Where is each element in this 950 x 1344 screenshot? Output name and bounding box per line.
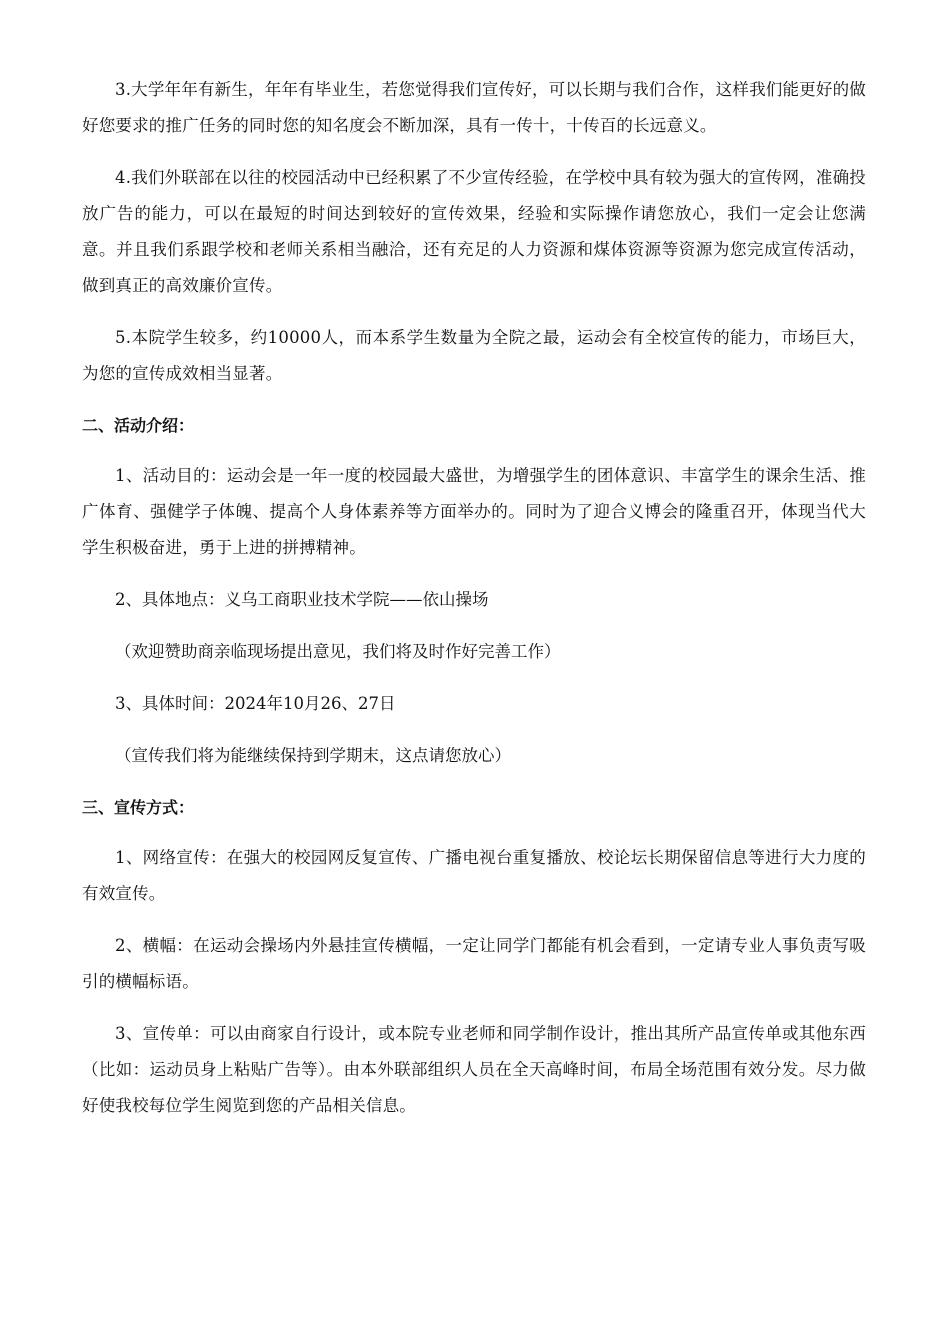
promotion-online: 1、网络宣传：在强大的校园网反复宣传、广播电视台重复播放、校论坛长期保留信息等进行大力度的有效宣传。 <box>82 848 866 903</box>
activity-location-note: （欢迎赞助商亲临现场提出意见，我们将及时作好完善工作） <box>115 642 561 661</box>
paragraph-point-4: 4.我们外联部在以往的校园活动中已经积累了不少宣传经验，在学校中具有较为强大的宣传网，准确投放广告的能力，可以在最短的时间达到较好的宣传效果，经验和实际操作请您放心，我们一定会让您满意。并且我们系跟学校和老师关系相当融洽，还有充足的人力资源和煤体资源等资源为您完成宣传活动，做到真正的高效廉价宣传。 <box>82 168 866 295</box>
promotion-flyer: 3、宣传单：可以由商家自行设计，或本院专业老师和同学制作设计，推出其所产品宣传单或其他东西（比如：运动员身上粘贴广告等）。由本外联部组织人员在全天高峰时间，布局全场范围有效分发。尽力做好使我校每位学生阅览到您的产品相关信息。 <box>82 1024 866 1115</box>
document-page <box>82 72 866 1140</box>
section-heading-promotion: 三、宣传方式： <box>82 798 195 817</box>
activity-time: 3、具体时间：2024年10月26、27日 <box>115 694 396 713</box>
section-heading-activity: 二、活动介绍： <box>82 416 195 435</box>
activity-location: 2、具体地点：义乌工商职业技术学院——依山操场 <box>115 590 489 609</box>
paragraph-point-3: 3.大学年年有新生，年年有毕业生，若您觉得我们宣传好，可以长期与我们合作，这样我们能更好的做好您要求的推广任务的同时您的知名度会不断加深，具有一传十，十传百的长远意义。 <box>82 80 866 135</box>
activity-time-note: （宣传我们将为能继续保持到学期末，这点请您放心） <box>115 746 511 765</box>
paragraph-point-5: 5.本院学生较多，约10000人，而本系学生数量为全院之最，运动会有全校宣传的能力，市场巨大，为您的宣传成效相当显著。 <box>82 328 866 383</box>
activity-purpose: 1、活动目的：运动会是一年一度的校园最大盛世，为增强学生的团体意识、丰富学生的课余生活、推广体育、强健学子体魄、提高个人身体素养等方面举办的。同时为了迎合义博会的隆重召开，体现当代大学生积极奋进，勇于上进的拼搏精神。 <box>82 466 866 557</box>
promotion-banner: 2、横幅：在运动会操场内外悬挂宣传横幅，一定让同学门都能有机会看到，一定请专业人事负责写吸引的横幅标语。 <box>82 936 866 991</box>
